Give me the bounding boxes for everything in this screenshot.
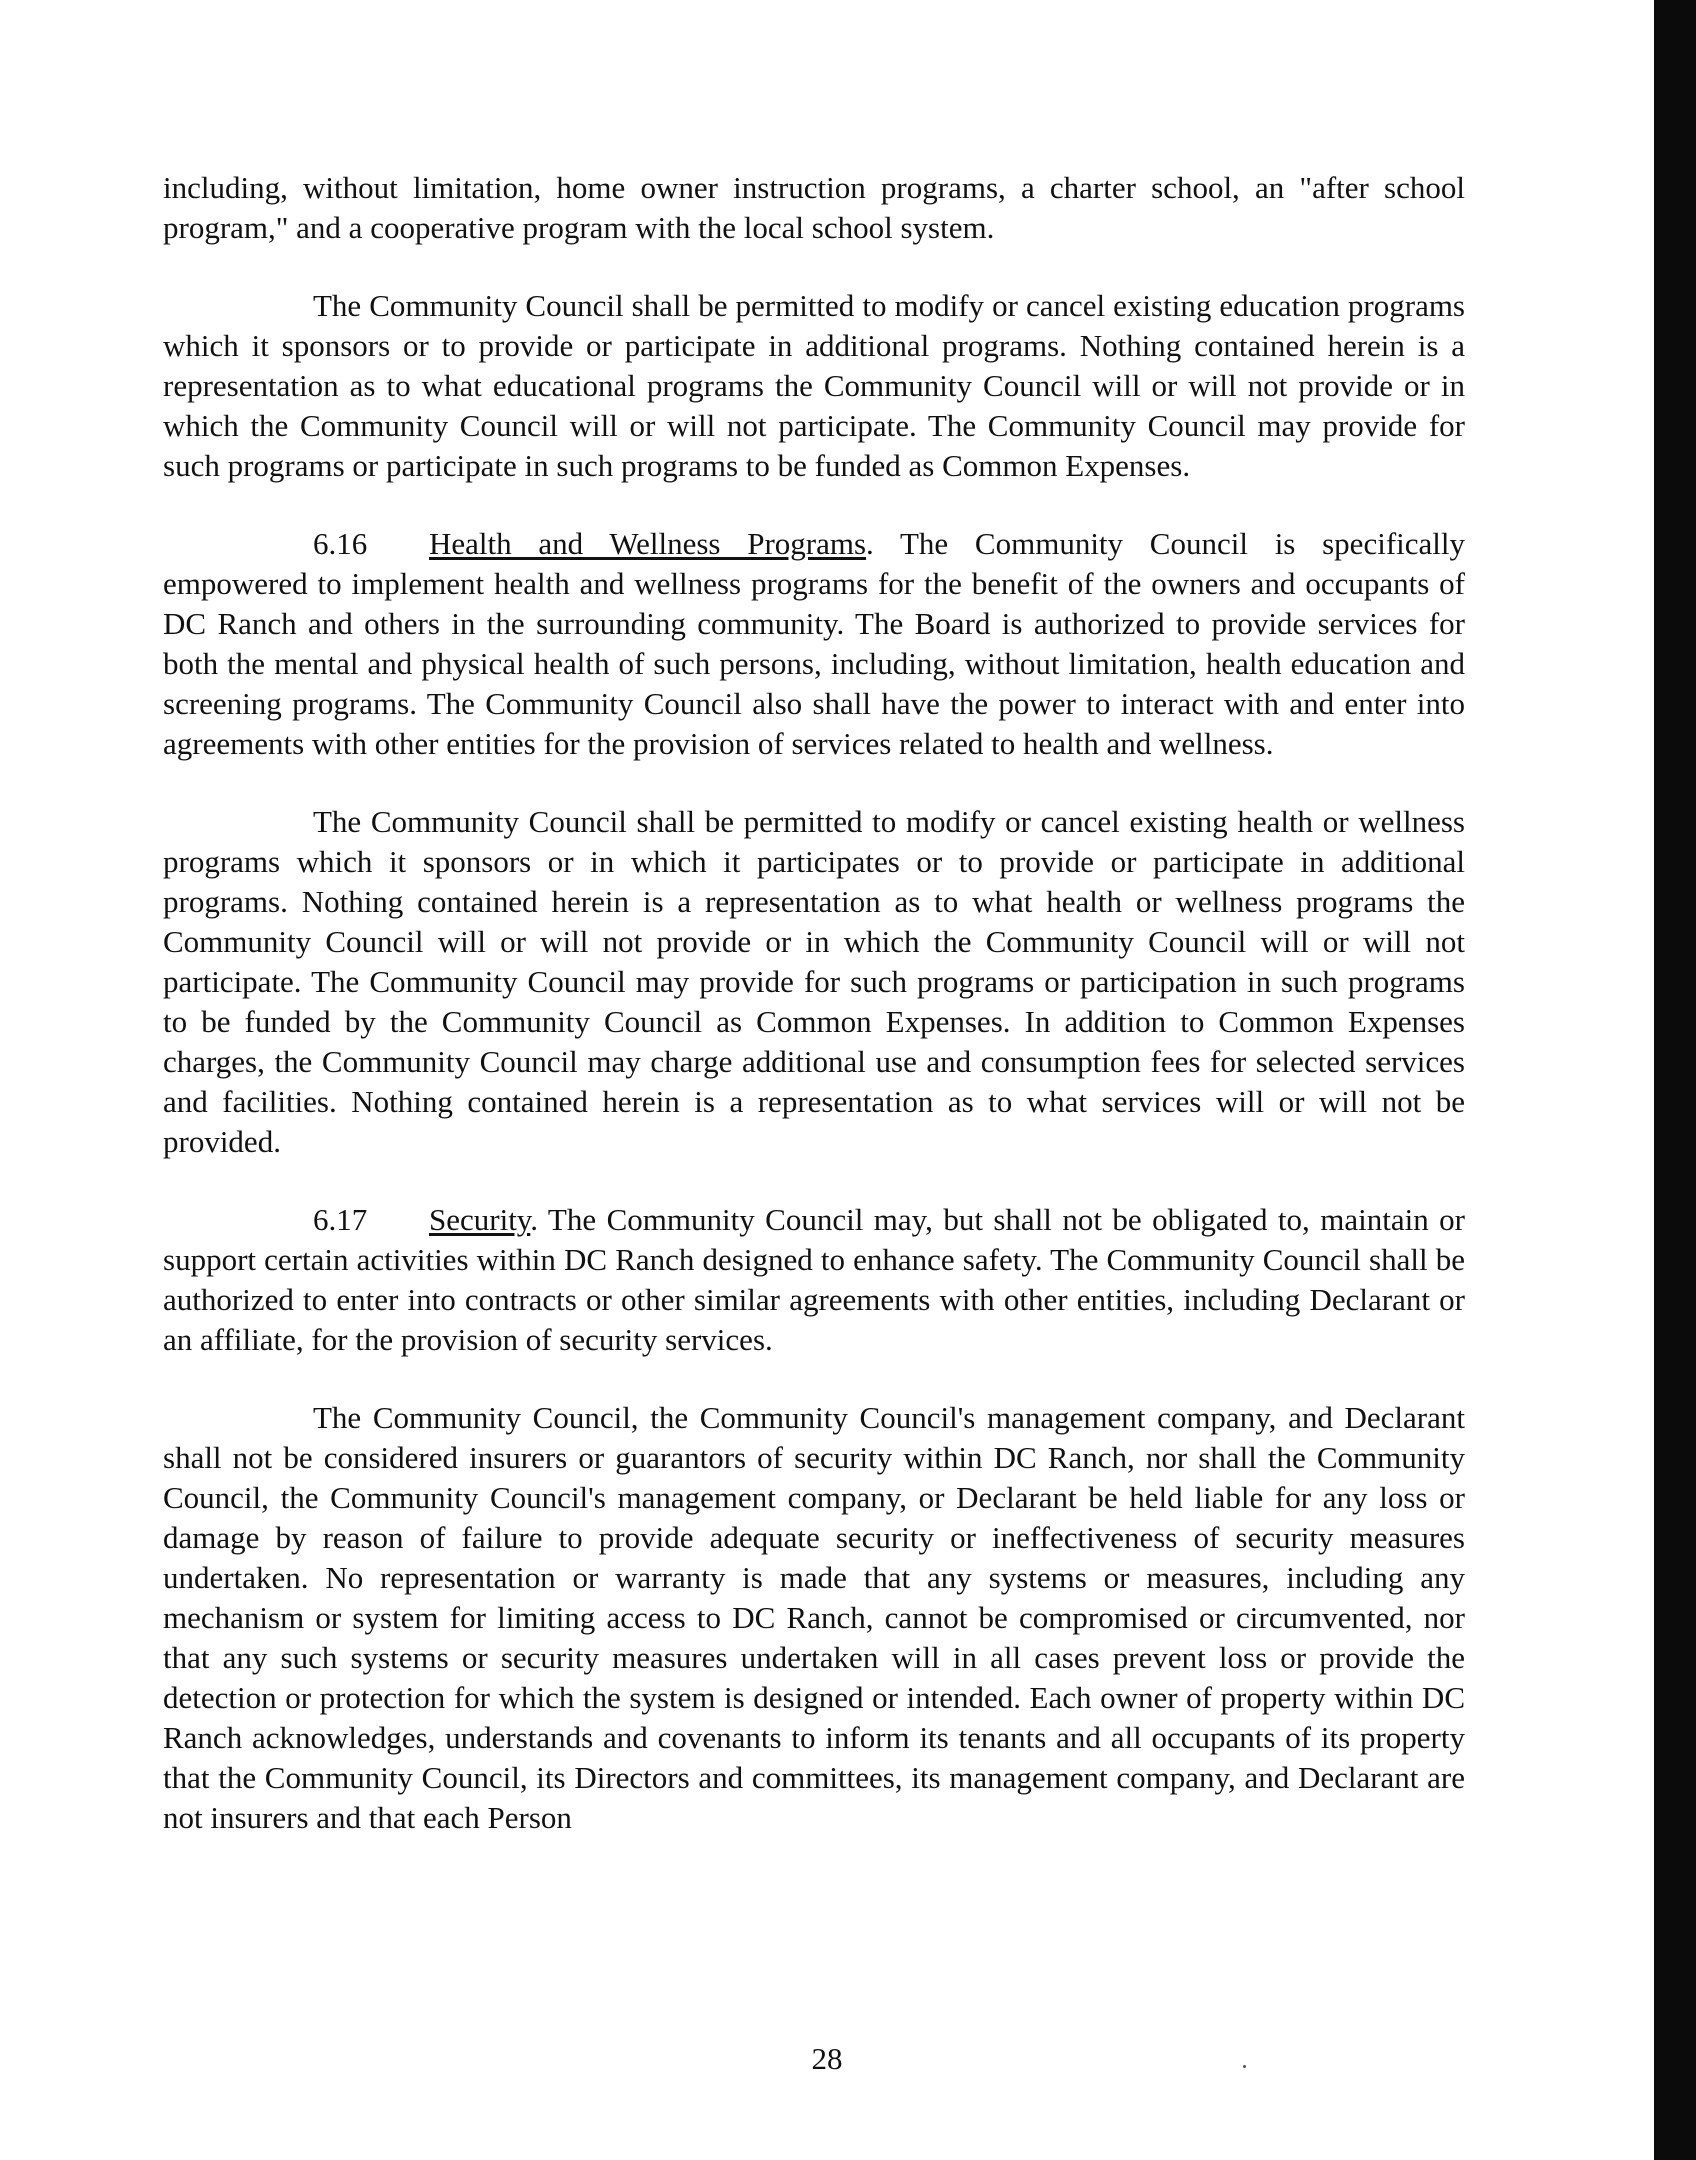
paragraph-security-disclaimer: The Community Council, the Community Council's management company, and Declarant shall not be considered insurers or guarantors of security within DC Ranch, nor shall the Community Council, the Community Council's management company, or Declarant be held liable for any loss or damage by reason of failure to provide adequate security or ineffectiveness of security measures undertaken. No representation or warranty is made that any systems or measures, including any mechanism or system for limiting access to DC Ranch, cannot be compromised or circumvented, nor that any such systems or security measures undertaken will in all cases prevent loss or provide the detection or protection for which the system is designed or intended. Each owner of property within DC Ranch acknowledges, understands and covenants to inform its tenants and all occupants of its property that the Community Council, its Directors and committees, its management company, and Declarant are not insurers and that each Person (163, 1400, 1465, 1835)
section-body: . The Community Council is specifically empowered to implement health and wellness programs for the benefit of the owners and occupants of DC Ranch and others in the surrounding community. The Board is authorized to provide services for both the mental and physical health of such persons, including, without limitation, health education and screening programs. The Community Council also shall have the power to interact with and enter into agreements with other entities for the provision of services related to health and wellness. (163, 526, 1465, 761)
section-title: Health and Wellness Programs (429, 526, 867, 561)
scan-speck (1243, 2065, 1246, 2068)
paragraph-wellness-modify: The Community Council shall be permitted to modify or cancel existing health or wellness programs which it sponsors or in which it participates or to provide or participate in additional programs. Nothing contained herein is a representation as to what health or wellness programs the Community Council will or will not provide or in which the Community Council will or will not participate. The Community Council may provide for such programs or participation in such programs to be funded by the Community Council as Common Expenses. In addition to Common Expenses charges, the Community Council may charge additional use and consumption fees for selected services and facilities. Nothing contained herein is a representation as to what services will or will not be provided. (163, 804, 1465, 1159)
document-body (163, 168, 1465, 1838)
section-number: 6.16 (313, 526, 368, 561)
paragraph-education-continued: including, without limitation, home owner instruction programs, a charter school, an "after school program," and a cooperative program with the local school system. (163, 170, 1465, 245)
page-number: 28 (811, 2041, 843, 2076)
section-6-16 (163, 524, 1465, 764)
section-6-17 (163, 1200, 1465, 1360)
section-number: 6.17 (313, 1202, 368, 1237)
section-title: Security (429, 1202, 531, 1237)
paragraph-education-modify: The Community Council shall be permitted to modify or cancel existing education programs which it sponsors or to provide or participate in additional programs. Nothing contained herein is a representation as to what educational programs the Community Council will or will not provide or in which the Community Council will or will not participate. The Community Council may provide for such programs or participate in such programs to be funded as Common Expenses. (163, 288, 1465, 483)
scan-edge-shadow (1654, 0, 1696, 2160)
section-body: . The Community Council may, but shall not be obligated to, maintain or support certain activities within DC Ranch designed to enhance safety. The Community Council shall be authorized to enter into contracts or other similar agreements with other entities, including Declarant or an affiliate, for the provision of security services. (163, 1202, 1465, 1357)
